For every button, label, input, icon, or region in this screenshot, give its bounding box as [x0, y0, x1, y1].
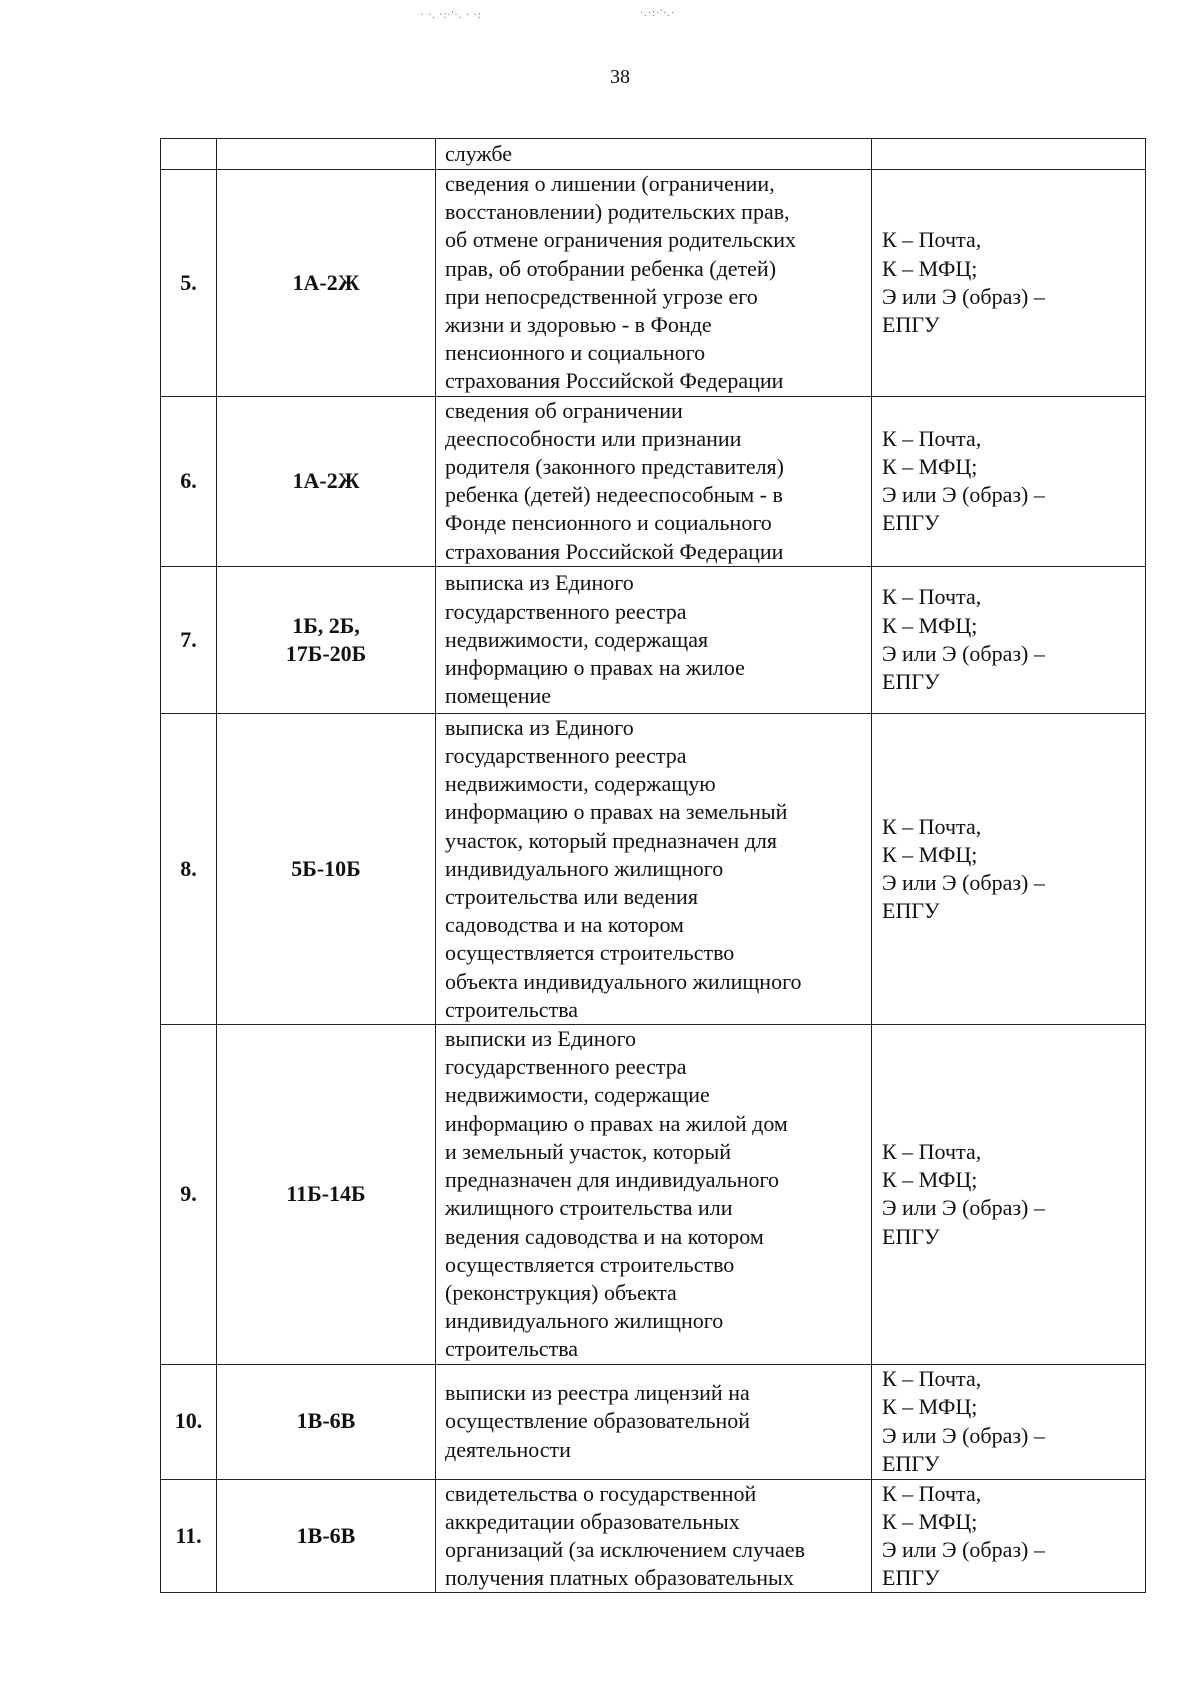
document-description-cell — [436, 1364, 872, 1479]
document-description-line: получения платных образовательных — [445, 1565, 794, 1591]
row-number: 5. — [180, 269, 197, 295]
document-code-line: 1Б, 2Б, — [292, 612, 360, 638]
document-code-line: 5Б-10Б — [291, 855, 361, 881]
document-code-cell — [217, 396, 436, 566]
submission-method-line: К – МФЦ; — [882, 1394, 978, 1420]
document-description-line: сведения о лишении (ограничении, — [445, 171, 775, 196]
row-number-cell — [161, 1025, 217, 1364]
submission-method-line: Э или Э (образ) – — [882, 1536, 1045, 1562]
document-description-line: участок, который предназначен для — [445, 827, 777, 853]
submission-method-cell — [872, 566, 1146, 713]
document-description-line: строительства — [445, 1336, 579, 1362]
table-row — [161, 170, 1146, 397]
document-description-line: информацию о правах на жилой дом — [445, 1110, 788, 1136]
document-description-line: выписка из Единого — [445, 570, 634, 596]
table-row — [161, 566, 1146, 713]
document-description-line: аккредитации образовательных — [445, 1508, 740, 1534]
document-description-line: предназначен для индивидуального — [445, 1167, 780, 1193]
submission-method-line: ЕПГУ — [882, 669, 940, 695]
submission-method-line: ЕПГУ — [882, 1223, 940, 1249]
document-description-line: государственного реестра — [445, 1054, 687, 1080]
document-description-line: строительства или ведения — [445, 884, 698, 910]
scan-noise: ·.·:·'·.· — [640, 8, 676, 19]
document-code-cell — [217, 566, 436, 713]
document-description-line: садоводства и на котором — [445, 912, 684, 938]
document-description-line: (реконструкция) объекта — [445, 1279, 677, 1305]
submission-method-line: К – МФЦ; — [882, 841, 978, 867]
document-code-line: 11Б-14Б — [286, 1181, 366, 1207]
document-code-line: 17Б-20Б — [285, 640, 367, 666]
document-description-line: информацию о правах на жилое — [445, 654, 745, 680]
row-number-cell — [161, 713, 217, 1024]
document-description-line: пенсионного и социального — [445, 340, 706, 366]
scan-noise: · ·. ·:·'·. · ·: — [420, 10, 482, 21]
submission-method-line: ЕПГУ — [882, 1565, 940, 1591]
document-description-line: дееспособности или признании — [445, 425, 742, 451]
document-table — [160, 138, 1146, 1593]
row-number: 8. — [180, 855, 197, 881]
table-row — [161, 396, 1146, 566]
submission-method-line: ЕПГУ — [882, 898, 940, 924]
document-description-line: жизни и здоровью - в Фонде — [445, 312, 712, 338]
page-number: 38 — [610, 66, 630, 88]
document-description-cell — [436, 396, 872, 566]
row-number: 6. — [180, 468, 197, 494]
document-description-line: информацию о правах на земельный — [445, 799, 788, 825]
document-description-line: государственного реестра — [445, 743, 687, 769]
document-description-line: осуществление образовательной — [445, 1408, 751, 1434]
document-description-cell — [436, 170, 872, 397]
submission-method-cell — [872, 713, 1146, 1024]
document-description-line: выписка из Единого — [445, 714, 634, 740]
submission-method-line: К – Почта, — [882, 227, 982, 253]
document-description-line: помещение — [445, 683, 552, 709]
submission-method-cell — [872, 396, 1146, 566]
document-description-line: выписки из Единого — [445, 1026, 637, 1052]
document-code-cell — [217, 1479, 436, 1593]
document-description-line: страхования Российской Федерации — [445, 538, 784, 564]
document-description-line: и земельный участок, который — [445, 1138, 732, 1164]
submission-method-line: К – Почта, — [882, 1480, 982, 1506]
document-description-line: прав, об отобрании ребенка (детей) — [445, 255, 777, 281]
document-description-line: индивидуального жилищного — [445, 855, 724, 881]
submission-method-cell — [872, 1364, 1146, 1479]
document-description-cell — [436, 713, 872, 1024]
document-description-cell — [436, 566, 872, 713]
document-description-line: деятельности — [445, 1436, 571, 1462]
document-description-line: об отмене ограничения родительских — [445, 227, 797, 253]
document-description-line: ребенка (детей) недееспособным - в — [445, 482, 783, 508]
document-code-line: 1В-6В — [296, 1522, 356, 1548]
submission-method-line: К – Почта, — [882, 425, 982, 451]
document-description-line: осуществляется строительство — [445, 1251, 735, 1277]
row-number: 9. — [180, 1181, 197, 1207]
table-row — [161, 1479, 1146, 1593]
document-code-cell — [217, 1025, 436, 1364]
document-description-line: строительства — [445, 996, 579, 1022]
document-description-cell — [436, 1025, 872, 1364]
document-description-line: государственного реестра — [445, 598, 687, 624]
document-description-line: родителя (законного представителя) — [445, 454, 785, 480]
document-code-cell — [217, 1364, 436, 1479]
row-number: 7. — [180, 626, 197, 652]
submission-method-line: К – Почта, — [882, 1138, 982, 1164]
document-code-cell — [217, 713, 436, 1024]
table-row — [161, 139, 1146, 170]
submission-method-line: К – МФЦ; — [882, 255, 978, 281]
submission-method-line: К – МФЦ; — [882, 612, 978, 638]
submission-method-line: ЕПГУ — [882, 510, 940, 536]
submission-method-line: Э или Э (образ) – — [882, 1195, 1045, 1221]
document-description-line: восстановлении) родительских прав, — [445, 199, 790, 225]
submission-method-cell — [872, 1025, 1146, 1364]
row-number-cell — [161, 139, 217, 170]
submission-method-line: К – МФЦ; — [882, 1167, 978, 1193]
document-description-line: сведения об ограничении — [445, 397, 683, 423]
document-code-line: 1А-2Ж — [292, 468, 360, 494]
document-code-line: 1В-6В — [296, 1408, 356, 1434]
document-code-cell — [217, 170, 436, 397]
document-description-cell — [436, 139, 872, 170]
submission-method-line: К – Почта, — [882, 584, 982, 610]
document-description-line: службе — [445, 140, 513, 166]
submission-method-line: ЕПГУ — [882, 312, 940, 338]
document-description-cell — [436, 1479, 872, 1593]
submission-method-line: Э или Э (образ) – — [882, 640, 1045, 666]
row-number-cell — [161, 396, 217, 566]
row-number: 10. — [174, 1408, 203, 1434]
submission-method-line: ЕПГУ — [882, 1450, 940, 1476]
submission-method-line: Э или Э (образ) – — [882, 1422, 1045, 1448]
document-description-line: выписки из реестра лицензий на — [445, 1380, 750, 1406]
document-description-line: ведения садоводства и на котором — [445, 1223, 764, 1249]
document-description-line: осуществляется строительство — [445, 940, 735, 966]
document-description-line: объекта индивидуального жилищного — [445, 968, 802, 994]
submission-method-cell — [872, 1479, 1146, 1593]
document-code-cell — [217, 139, 436, 170]
document-description-line: при непосредственной угрозе его — [445, 283, 758, 309]
row-number-cell — [161, 566, 217, 713]
document-description-line: жилищного строительства или — [445, 1195, 733, 1221]
submission-method-line: К – МФЦ; — [882, 454, 978, 480]
document-description-line: индивидуального жилищного — [445, 1308, 724, 1334]
row-number-cell — [161, 170, 217, 397]
submission-method-cell — [872, 170, 1146, 397]
document-description-line: недвижимости, содержащие — [445, 1082, 710, 1108]
document-description-line: свидетельства о государственной — [445, 1480, 757, 1506]
row-number-cell — [161, 1364, 217, 1479]
submission-method-line: К – Почта, — [882, 813, 982, 839]
table-row — [161, 1025, 1146, 1364]
submission-method-line: К – МФЦ; — [882, 1508, 978, 1534]
document-code-line: 1А-2Ж — [292, 269, 360, 295]
submission-method-line: Э или Э (образ) – — [882, 482, 1045, 508]
table-row — [161, 713, 1146, 1024]
document-description-line: недвижимости, содержащая — [445, 626, 709, 652]
document-description-line: Фонде пенсионного и социального — [445, 510, 772, 536]
submission-method-line: Э или Э (образ) – — [882, 283, 1045, 309]
table-row — [161, 1364, 1146, 1479]
submission-method-cell — [872, 139, 1146, 170]
submission-method-line: Э или Э (образ) – — [882, 869, 1045, 895]
row-number-cell — [161, 1479, 217, 1593]
document-description-line: организаций (за исключением случаев — [445, 1536, 805, 1562]
submission-method-line: К – Почта, — [882, 1366, 982, 1392]
document-description-line: недвижимости, содержащую — [445, 771, 716, 797]
document-description-line: страхования Российской Федерации — [445, 368, 784, 394]
row-number: 11. — [175, 1522, 202, 1548]
